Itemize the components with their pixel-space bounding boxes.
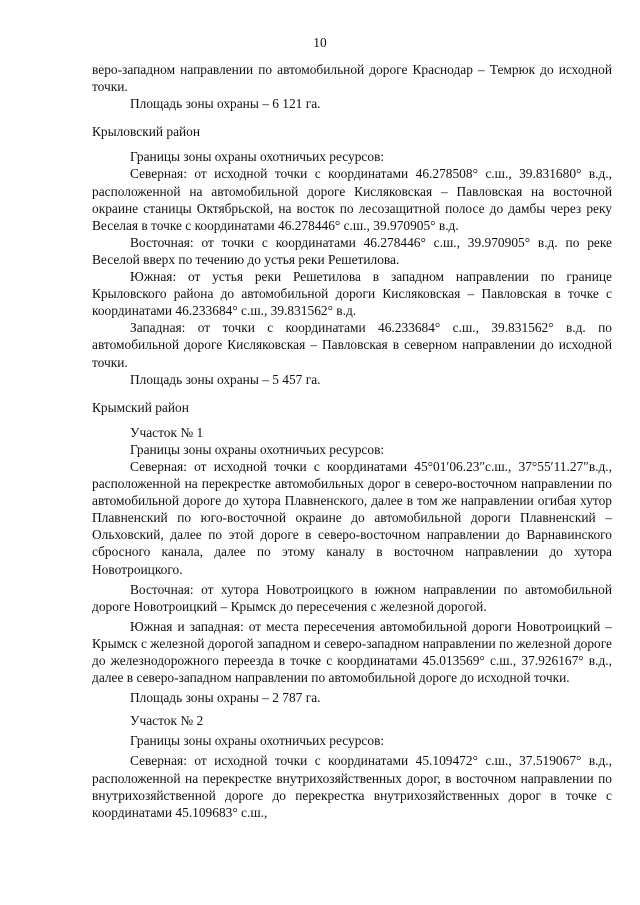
page-body: [92, 61, 612, 821]
paragraph: Границы зоны охраны охотничьих ресурсов:: [130, 149, 385, 165]
paragraph: Северная: от исходной точки с координатами 45.109472° с.ш., 37.519067° в.д., расположенной на перекрестке внутрихозяйственных дорог, в восточном направлении по внутрихозяйственной дороге до перекрестка внутрихозяйственных дорог в точке с координатами 45.109683° с.ш.,: [92, 753, 612, 820]
paragraph: Восточная: от хутора Новотроицкого в южном направлении по автомобильной дороге Новотроицкий – Крымск до пересечения с железной дорогой.: [92, 581, 612, 614]
paragraph: Южная: от устья реки Решетилова в западном направлении по границе Крыловского района до автомобильной дороги Кисляковская – Павловская в точке с координатами 46.233684° с.ш., 39.831562° в.д.: [92, 269, 612, 319]
paragraph: Площадь зоны охраны – 6 121 га.: [130, 96, 321, 112]
paragraph: Границы зоны охраны охотничьих ресурсов:: [130, 441, 385, 457]
paragraph: Площадь зоны охраны – 2 787 га.: [130, 690, 321, 706]
paragraph: Границы зоны охраны охотничьих ресурсов:: [130, 733, 385, 749]
section-heading: Крыловский район: [92, 124, 201, 140]
paragraph: Северная: от исходной точки с координатами 46.278508° с.ш., 39.831680° в.д., расположенной на автомобильной дороге Кисляковская – Павловская на восточной окраине станицы Октябрьской, на восток по лесозащитной полосе до дамбы через реку Веселая в точке с координатами 46.278446° с.ш., 39.970905° в.д.: [92, 166, 612, 233]
paragraph: Участок № 2: [130, 713, 204, 729]
paragraph: Южная и западная: от места пересечения автомобильной дороги Новотроицкий – Крымск с железной дорогой западном и северо-западном направлении по железной дороге до железнодорожного переезда в точке с координатами 45.013569° с.ш., 37.926167° в.д., далее в северо-западном направлении по автомобильной дороге до исходной точки.: [92, 618, 612, 686]
paragraph: Западная: от точки с координатами 46.233684° с.ш., 39.831562° в.д. по автомобильной дороге Кисляковская – Павловская в северном направлении до исходной точки.: [92, 320, 612, 370]
section-heading: Крымский район: [92, 399, 189, 415]
page-number: 10: [313, 35, 327, 50]
paragraph: веро-западном направлении по автомобильной дороге Краснодар – Темрюк до исходной точки.: [92, 62, 612, 95]
paragraph: Площадь зоны охраны – 5 457 га.: [130, 371, 321, 387]
paragraph: Участок № 1: [130, 424, 204, 440]
paragraph: Северная: от исходной точки с координатами 45°01′06.23″с.ш., 37°55′11.27″в.д., расположенной на перекрестке автомобильных дорог в северо-восточном направлении по автомобильной дороге до хутора Плавненского, далее в том же направлении огибая хутор Плавненский по юго-восточной окраине до автомобильной дороги Плавненский – Ольховский, далее по этой дороге в северо-восточном направлении до Варнавинского сбросного канала, далее по этому каналу в восточном направлении до хутора Новотроицкого.: [92, 458, 612, 577]
paragraph: Восточная: от точки с координатами 46.278446° с.ш., 39.970905° в.д. по реке Веселой вверх по течению до устья реки Решетилова.: [92, 234, 612, 267]
